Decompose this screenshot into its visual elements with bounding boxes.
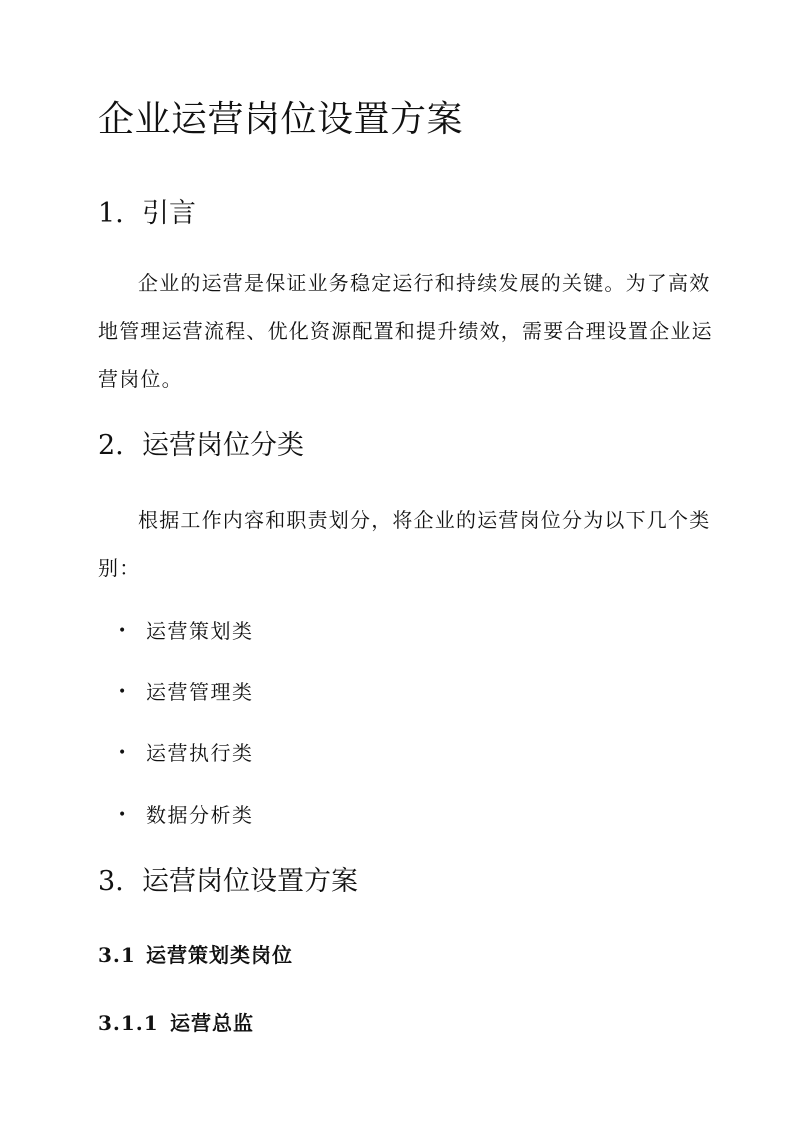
category-label: 运营执行类 [146, 741, 254, 765]
bullet-icon: • [118, 744, 128, 761]
subsubsection-heading [98, 1008, 254, 1038]
category-paragraph-line-2: 别： [98, 556, 141, 580]
section-number: 2. [98, 430, 124, 461]
intro-paragraph-line-2: 地管理运营流程、优化资源配置和提升绩效，需要合理设置企业运 [98, 319, 713, 343]
bullet-icon: • [118, 683, 128, 700]
bullet-icon: • [118, 622, 128, 639]
section-heading-categories [98, 428, 304, 464]
category-paragraph-line-1: 根据工作内容和职责划分，将企业的运营岗位分为以下几个类 [138, 508, 711, 532]
category-list-item [118, 616, 254, 648]
subsubsection-title: 运营总监 [170, 1011, 254, 1035]
subsection-title: 运营策划类岗位 [146, 943, 293, 967]
intro-paragraph-line-3: 营岗位。 [98, 367, 183, 391]
subsection-number: 3.1 [98, 943, 136, 967]
section-title: 运营岗位设置方案 [142, 866, 358, 897]
section-number: 1. [98, 198, 124, 229]
bullet-icon: • [118, 806, 128, 823]
category-list-item [118, 677, 254, 709]
category-label: 数据分析类 [146, 803, 254, 827]
section-heading-intro [98, 196, 196, 232]
category-label: 运营策划类 [146, 619, 254, 643]
subsubsection-number: 3.1.1 [98, 1011, 159, 1035]
category-label: 运营管理类 [146, 680, 254, 704]
section-heading-plan [98, 864, 358, 900]
intro-paragraph-line-1: 企业的运营是保证业务稳定运行和持续发展的关键。为了高效 [138, 271, 711, 295]
section-number: 3. [98, 866, 124, 897]
category-list-item [118, 800, 254, 832]
section-title: 运营岗位分类 [142, 430, 304, 461]
section-title: 引言 [142, 198, 196, 229]
document-title: 企业运营岗位设置方案 [98, 99, 464, 140]
category-list-item [118, 738, 254, 770]
subsection-heading [98, 940, 293, 970]
